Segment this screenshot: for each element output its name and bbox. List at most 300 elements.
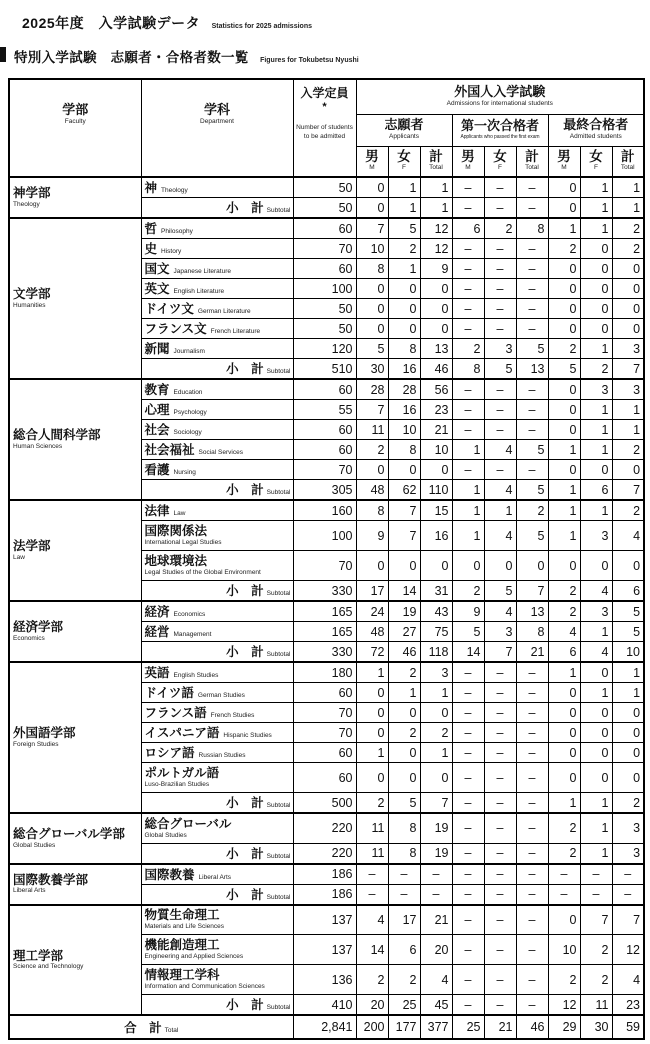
department-cell (141, 551, 293, 581)
stat-value: 5 (388, 793, 420, 814)
stat-value: 2 (356, 793, 388, 814)
stat-value: 21 (484, 1015, 516, 1039)
department-name-en: Engineering and Applied Sciences (144, 952, 244, 960)
stat-value: 25 (388, 995, 420, 1016)
stat-value: – (484, 319, 516, 339)
stat-value: 4 (612, 521, 644, 551)
department-cell (141, 965, 293, 995)
stat-value: – (420, 864, 452, 885)
header-male (452, 146, 484, 177)
stat-value: – (484, 460, 516, 480)
stat-value: 7 (516, 581, 548, 602)
stat-value: 2 (612, 239, 644, 259)
department-cell (141, 379, 293, 400)
stat-value: – (516, 259, 548, 279)
capacity-value: 50 (293, 198, 356, 219)
stat-value: 0 (548, 420, 580, 440)
stat-value: 7 (356, 400, 388, 420)
stat-value: 1 (452, 500, 484, 521)
stat-value: 0 (356, 460, 388, 480)
stat-value: 2 (548, 581, 580, 602)
stat-value: 30 (356, 359, 388, 380)
stat-value: – (484, 259, 516, 279)
stat-value: – (516, 965, 548, 995)
stat-value: 20 (356, 995, 388, 1016)
stat-value: 5 (612, 601, 644, 622)
stat-value: – (516, 884, 548, 905)
stat-value: 0 (356, 551, 388, 581)
stat-value: – (484, 843, 516, 864)
capacity-value: 50 (293, 299, 356, 319)
department-name-ja: 総合グローバル (144, 816, 232, 831)
stat-value: 0 (580, 299, 612, 319)
stat-value: 23 (420, 400, 452, 420)
stat-value: – (452, 743, 484, 763)
department-name-en: German Literature (197, 308, 251, 315)
header-first-pass-ja: 第一次合格者 (460, 118, 539, 134)
department-name-ja: ポルトガル語 (144, 766, 220, 781)
stat-value: 5 (548, 359, 580, 380)
stat-value: – (516, 723, 548, 743)
table-row (9, 177, 644, 198)
department-name-ja: 国際教養 (144, 867, 195, 882)
stat-value: 1 (580, 420, 612, 440)
faculty-name-ja: 総合人間科学部 (13, 428, 101, 443)
department-name-ja: 看護 (144, 463, 170, 477)
department-name-en: Theology (161, 187, 188, 194)
stat-value: – (452, 995, 484, 1016)
stat-value: 0 (356, 683, 388, 703)
faculty-name-ja: 経済学部 (13, 620, 64, 635)
stat-value: 2 (580, 965, 612, 995)
stat-value: 2 (612, 500, 644, 521)
stat-value: 1 (580, 177, 612, 198)
department-name-ja: イスパニア語 (144, 726, 220, 740)
department-name-en: Law (173, 510, 186, 517)
capacity-value: 220 (293, 813, 356, 843)
department-name-ja: 社会福祉 (144, 443, 195, 457)
stat-value: 0 (356, 177, 388, 198)
stat-value: 5 (516, 339, 548, 359)
header-intl-exam-ja: 外国人入学試験 (454, 84, 546, 100)
stat-value: 7 (612, 359, 644, 380)
stat-value: – (516, 995, 548, 1016)
stat-value: 1 (548, 521, 580, 551)
department-name-en: Liberal Arts (198, 873, 232, 881)
stat-value: – (516, 703, 548, 723)
stat-value: 0 (420, 763, 452, 793)
department-name-ja: 経済 (144, 605, 170, 619)
subtotal-label-ja: 小 計 (226, 645, 264, 659)
stat-value: 10 (356, 239, 388, 259)
header-department (141, 79, 293, 177)
table-row (9, 218, 644, 239)
header-department-ja: 学科 (203, 102, 230, 118)
stat-value: 1 (548, 218, 580, 239)
stat-value: 27 (388, 622, 420, 642)
header-male-ja: 男 (557, 149, 571, 165)
stat-value: 11 (356, 843, 388, 864)
stat-value: – (356, 864, 388, 885)
department-name-en: Nursing (173, 469, 196, 476)
stat-value: – (452, 935, 484, 965)
stat-value: – (452, 683, 484, 703)
stat-value: 1 (420, 177, 452, 198)
department-name-ja: 国文 (144, 262, 170, 276)
subtotal-label-en: Subtotal (266, 207, 291, 214)
department-name-en: Economics (173, 611, 206, 618)
stat-value: 0 (548, 763, 580, 793)
stat-value: 1 (452, 521, 484, 551)
stat-value: 2 (548, 239, 580, 259)
stat-value: 0 (420, 460, 452, 480)
header-capacity-ja: 入学定員 (300, 86, 349, 100)
stat-value: – (516, 793, 548, 814)
stat-value: 6 (548, 642, 580, 663)
stat-value: 10 (548, 935, 580, 965)
stat-value: 0 (612, 319, 644, 339)
subtotal-label-en: Subtotal (266, 893, 291, 901)
department-name-en: Social Services (198, 449, 243, 456)
stat-value: – (452, 965, 484, 995)
faculty-cell (9, 662, 141, 813)
stat-value: 25 (452, 1015, 484, 1039)
stat-value: – (452, 299, 484, 319)
stat-value: 1 (580, 793, 612, 814)
stat-value: – (452, 723, 484, 743)
stat-value: 1 (420, 683, 452, 703)
stat-value: 46 (420, 359, 452, 380)
stat-value: 1 (548, 440, 580, 460)
stat-value: 56 (420, 379, 452, 400)
stat-value: – (452, 843, 484, 864)
subtotal-label-ja: 小 計 (226, 846, 264, 861)
stat-value: 1 (548, 480, 580, 501)
table-row (9, 662, 644, 683)
faculty-cell (9, 500, 141, 601)
stat-value: 0 (356, 763, 388, 793)
subtotal-label-ja: 小 計 (226, 998, 264, 1012)
table-row (9, 905, 644, 935)
stat-value: – (580, 864, 612, 885)
stat-value: – (484, 965, 516, 995)
stat-value: 1 (452, 440, 484, 460)
department-name-ja: 新聞 (144, 342, 170, 356)
stat-value: 0 (612, 259, 644, 279)
stat-value: – (452, 460, 484, 480)
capacity-value: 60 (293, 420, 356, 440)
stat-value: – (452, 884, 484, 905)
stat-value: – (516, 843, 548, 864)
capacity-value: 160 (293, 500, 356, 521)
stat-value: 12 (420, 218, 452, 239)
department-cell (141, 723, 293, 743)
stat-value: 3 (612, 813, 644, 843)
stat-value: 0 (612, 703, 644, 723)
capacity-value: 50 (293, 177, 356, 198)
stat-value: 1 (580, 218, 612, 239)
subtotal-label-en: Subtotal (266, 590, 291, 597)
stat-value: 2 (580, 935, 612, 965)
stat-value: 1 (580, 198, 612, 219)
stat-value: 0 (388, 703, 420, 723)
stat-value: – (484, 379, 516, 400)
stat-value: – (484, 279, 516, 299)
capacity-value: 186 (293, 864, 356, 885)
subtotal-label-cell (141, 198, 293, 219)
header-total-en: Total (620, 164, 635, 172)
stat-value: 14 (388, 581, 420, 602)
stat-value: 0 (580, 763, 612, 793)
stat-value: – (516, 460, 548, 480)
stat-value: 110 (420, 480, 452, 501)
capacity-value: 330 (293, 642, 356, 663)
stat-value: – (452, 319, 484, 339)
stat-value: 7 (580, 905, 612, 935)
stat-value: 5 (516, 521, 548, 551)
faculty-name-ja: 法学部 (13, 539, 51, 554)
stat-value: 2 (420, 723, 452, 743)
stat-value: 0 (388, 460, 420, 480)
stat-value: 2 (388, 662, 420, 683)
stat-value: 0 (612, 279, 644, 299)
capacity-value: 70 (293, 460, 356, 480)
department-cell (141, 905, 293, 935)
stat-value: 0 (580, 703, 612, 723)
stat-value: 2 (548, 601, 580, 622)
stat-value: 0 (548, 460, 580, 480)
stat-value: 0 (580, 239, 612, 259)
faculty-name-en: Global Studies (13, 841, 56, 849)
stat-value: 7 (612, 480, 644, 501)
department-name-ja: ドイツ語 (144, 686, 194, 700)
stat-value: 1 (548, 500, 580, 521)
stat-value: 9 (452, 601, 484, 622)
stat-value: 3 (612, 843, 644, 864)
stat-value: 0 (548, 723, 580, 743)
stat-value: 6 (452, 218, 484, 239)
heading-bar (0, 47, 6, 62)
stat-value: 16 (388, 400, 420, 420)
subtotal-label-cell (141, 480, 293, 501)
subtotal-label-en: Subtotal (266, 852, 291, 860)
capacity-value: 100 (293, 279, 356, 299)
faculty-name-en: Theology (13, 200, 40, 208)
stat-value: 11 (356, 420, 388, 440)
capacity-value: 70 (293, 551, 356, 581)
header-applicants-en: Applicants (389, 133, 419, 141)
department-name-en: Luso-Brazilian Studies (144, 780, 210, 788)
department-name-en: Psychology (173, 409, 207, 416)
stat-value: 24 (356, 601, 388, 622)
stat-value: 1 (612, 177, 644, 198)
stat-value: 2 (388, 723, 420, 743)
stat-value: 1 (356, 662, 388, 683)
capacity-value: 70 (293, 703, 356, 723)
header-intl-exam-group (356, 79, 644, 114)
department-cell (141, 683, 293, 703)
department-cell (141, 622, 293, 642)
stat-value: – (516, 662, 548, 683)
stat-value: 16 (420, 521, 452, 551)
department-cell (141, 420, 293, 440)
stat-value: 0 (484, 551, 516, 581)
stat-value: 4 (356, 905, 388, 935)
table-row (9, 601, 644, 622)
department-name-en: Education (173, 389, 203, 396)
stat-value: – (484, 239, 516, 259)
header-faculty (9, 79, 141, 177)
total-label-en: Total (164, 1026, 179, 1034)
stat-value: 0 (548, 198, 580, 219)
stat-value: – (484, 743, 516, 763)
stat-value: 13 (516, 601, 548, 622)
department-name-ja: 法律 (144, 504, 170, 518)
subtitle-english: Figures for Tokubetsu Nyushi (260, 57, 359, 64)
department-cell (141, 601, 293, 622)
stat-value: 0 (420, 551, 452, 581)
stat-value: 62 (388, 480, 420, 501)
header-male-ja: 男 (365, 149, 379, 165)
stat-value: 72 (356, 642, 388, 663)
stat-value: 5 (516, 440, 548, 460)
stat-value: 29 (548, 1015, 580, 1039)
capacity-value: 510 (293, 359, 356, 380)
stat-value: 6 (580, 480, 612, 501)
stat-value: 1 (388, 198, 420, 219)
capacity-value: 330 (293, 581, 356, 602)
stat-value: – (452, 662, 484, 683)
capacity-value: 100 (293, 521, 356, 551)
department-name-en: French Literature (210, 328, 261, 335)
stat-value: 11 (356, 813, 388, 843)
stat-value: 1 (548, 662, 580, 683)
department-name-ja: フランス語 (144, 706, 207, 720)
table-row (9, 813, 644, 843)
stat-value: 5 (484, 581, 516, 602)
stat-value: – (452, 198, 484, 219)
stat-value: 0 (612, 299, 644, 319)
department-name-ja: ドイツ文 (144, 302, 194, 316)
department-name-en: Journalism (173, 348, 205, 355)
stat-value: 0 (580, 551, 612, 581)
stat-value: 1 (580, 440, 612, 460)
stat-value: 3 (580, 601, 612, 622)
department-name-ja: 国際関係法 (144, 524, 208, 539)
header-female-ja: 女 (589, 149, 603, 165)
stat-value: 1 (580, 622, 612, 642)
stat-value: 21 (420, 420, 452, 440)
stat-value: – (516, 299, 548, 319)
stat-value: 16 (388, 359, 420, 380)
stat-value: 48 (356, 622, 388, 642)
department-cell (141, 299, 293, 319)
stat-value: 23 (612, 995, 644, 1016)
header-female-en: F (498, 164, 502, 172)
stat-value: 0 (548, 683, 580, 703)
header-final-pass-ja: 最終合格者 (563, 117, 629, 133)
stat-value: 0 (612, 551, 644, 581)
stat-value: 0 (580, 743, 612, 763)
capacity-value: 136 (293, 965, 356, 995)
stat-value: – (516, 683, 548, 703)
stat-value: 3 (612, 339, 644, 359)
stat-value: – (484, 683, 516, 703)
header-capacity (293, 79, 356, 177)
subtotal-label-cell (141, 884, 293, 905)
department-cell (141, 218, 293, 239)
table-row (9, 500, 644, 521)
capacity-value: 410 (293, 995, 356, 1016)
stat-value: 8 (516, 218, 548, 239)
stat-value: 2 (612, 793, 644, 814)
stat-value: 0 (580, 460, 612, 480)
faculty-cell (9, 864, 141, 905)
capacity-value: 165 (293, 601, 356, 622)
faculty-cell (9, 601, 141, 662)
capacity-value: 70 (293, 723, 356, 743)
stat-value: 1 (580, 813, 612, 843)
header-male-en: M (369, 164, 375, 172)
stat-value: 2 (548, 843, 580, 864)
stat-value: 19 (420, 843, 452, 864)
stat-value: 2 (356, 965, 388, 995)
stat-value: 1 (420, 743, 452, 763)
admissions-table (8, 78, 645, 1040)
stat-value: 1 (612, 662, 644, 683)
stat-value: 0 (388, 551, 420, 581)
faculty-name-ja: 文学部 (13, 287, 51, 302)
department-cell (141, 935, 293, 965)
department-cell (141, 400, 293, 420)
stat-value: 2 (484, 218, 516, 239)
stat-value: 3 (580, 521, 612, 551)
stat-value: 3 (580, 379, 612, 400)
department-name-en: Materials and Life Sciences (144, 923, 224, 931)
stat-value: – (452, 793, 484, 814)
header-first-pass-en: Applicants who passed the first exam (460, 134, 540, 141)
stat-value: 13 (516, 359, 548, 380)
department-name-en: International Legal Studies (144, 538, 222, 546)
stat-value: 2 (548, 339, 580, 359)
subtotal-label-ja: 小 計 (226, 584, 264, 598)
stat-value: – (484, 884, 516, 905)
stat-value: 7 (612, 905, 644, 935)
stat-value: – (516, 935, 548, 965)
stat-value: – (484, 177, 516, 198)
faculty-name-ja: 外国語学部 (13, 726, 76, 741)
stat-value: – (484, 198, 516, 219)
department-cell (141, 864, 293, 885)
header-total-en: Total (525, 164, 539, 172)
department-cell (141, 339, 293, 359)
stat-value: 45 (420, 995, 452, 1016)
header-final-pass (548, 114, 644, 146)
department-name-ja: 機能創造理工 (144, 938, 220, 953)
header-first-pass (452, 114, 548, 146)
stat-value: 2 (516, 500, 548, 521)
stat-value: 21 (516, 642, 548, 663)
capacity-value: 60 (293, 379, 356, 400)
stat-value: 4 (580, 642, 612, 663)
stat-value: 5 (516, 480, 548, 501)
stat-value: 4 (420, 965, 452, 995)
faculty-name-ja: 神学部 (13, 186, 51, 201)
capacity-value: 120 (293, 339, 356, 359)
faculty-cell (9, 218, 141, 379)
stat-value: 2 (452, 581, 484, 602)
stat-value: – (516, 239, 548, 259)
